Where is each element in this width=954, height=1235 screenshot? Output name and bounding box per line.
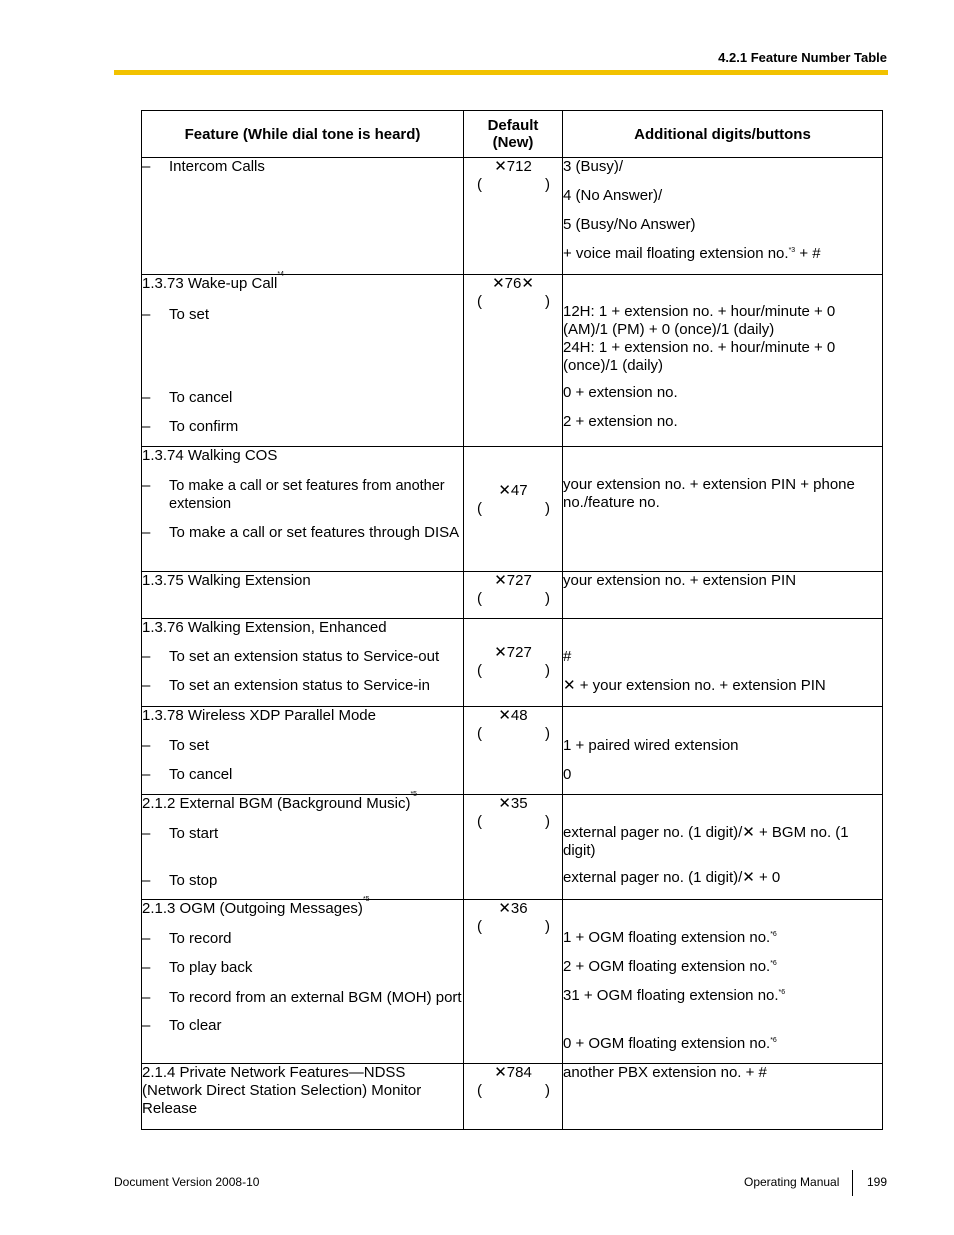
code-cell: ✕47 ( ) (464, 447, 563, 572)
manual-name: Operating Manual (744, 1175, 840, 1189)
digits-cell: your extension no. + extension PIN (563, 572, 883, 619)
table-row (142, 707, 883, 795)
code-cell: ✕712 ( ) (464, 158, 563, 275)
feature-cell: 2.1.3 OGM (Outgoing Messages) *5 – To record – To play back – To record from an external BGM (MOH) port – To clear (142, 900, 464, 1064)
section-title: 4.2.1 Feature Number Table (718, 50, 887, 65)
feature-cell: 1.3.73 Wake-up Call *4 – To set – To cancel – To confirm (142, 275, 464, 447)
table-row (142, 275, 883, 447)
code-cell: ✕36 ( ) (464, 900, 563, 1064)
table-row (142, 158, 883, 275)
table-header-row (142, 111, 883, 158)
digits-cell: 3 (Busy)/ 4 (No Answer)/ 5 (Busy/No Answer) + voice mail floating extension no.$^{*3}$ + # (563, 158, 883, 275)
header-default: Default (New) (464, 111, 563, 158)
page-number: 199 (867, 1175, 888, 1189)
code-cell: ✕727 ( ) (464, 619, 563, 707)
table-row (142, 447, 883, 572)
digits-cell: # ✕ + your extension no. + extension PIN (563, 619, 883, 707)
digits-cell: 1 + OGM floating extension no.$^{*6}$ 2 + OGM floating extension no.$^{*6}$ 31 + OGM floating extension no.$^{*6}$ 0 + OGM floating extension no.$^{*6}$ (563, 900, 883, 1064)
digits-cell: external pager no. (1 digit)/✕ + BGM no. (1 digit) external pager no. (1 digit)/✕ + 0 (563, 795, 883, 900)
table-row (142, 1064, 883, 1130)
table-row (142, 572, 883, 619)
code-cell: ✕727 ( ) (464, 572, 563, 619)
digits-cell: another PBX extension no. + # (563, 1064, 883, 1130)
feature-cell: 2.1.4 Private Network Features—NDSS (Network Direct Station Selection) Monitor Release (142, 1064, 464, 1130)
feature-cell: 1.3.78 Wireless XDP Parallel Mode – To set – To cancel (142, 707, 464, 795)
digits-cell: 12H: 1 + extension no. + hour/minute + 0 (AM)/1 (PM) + 0 (once)/1 (daily) 24H: 1 + extension no. + hour/minute + 0 (once)/1 (daily) 0 + extension no. 2 + extension no. (563, 275, 883, 447)
header-feature: Feature (While dial tone is heard) (142, 111, 464, 158)
feature-number-table (141, 110, 883, 1130)
feature-cell: 1.3.74 Walking COS – To make a call or set features from another extension – To make a call or set features through DISA (142, 447, 464, 572)
document-version: Document Version 2008-10 (114, 1175, 260, 1189)
code-cell: ✕76✕ ( ) (464, 275, 563, 447)
feature-cell: 1.3.76 Walking Extension, Enhanced – To set an extension status to Service-out – To set an extension status to Service-in (142, 619, 464, 707)
code-cell: ✕784 ( ) (464, 1064, 563, 1130)
table-row (142, 619, 883, 707)
header-accent-bar (114, 70, 888, 75)
feature-cell: – Intercom Calls (142, 158, 464, 275)
code-cell: ✕35 ( ) (464, 795, 563, 900)
digits-cell: your extension no. + extension PIN + phone no./feature no. (563, 447, 883, 572)
digits-cell: 1 + paired wired extension 0 (563, 707, 883, 795)
feature-cell: 1.3.75 Walking Extension (142, 572, 464, 619)
code-cell: ✕48 ( ) (464, 707, 563, 795)
feature-cell: 2.1.2 External BGM (Background Music) *5 – To start – To stop (142, 795, 464, 900)
table-row (142, 900, 883, 1064)
footer-divider (852, 1170, 853, 1196)
header-additional: Additional digits/buttons (563, 111, 883, 158)
table-row (142, 795, 883, 900)
